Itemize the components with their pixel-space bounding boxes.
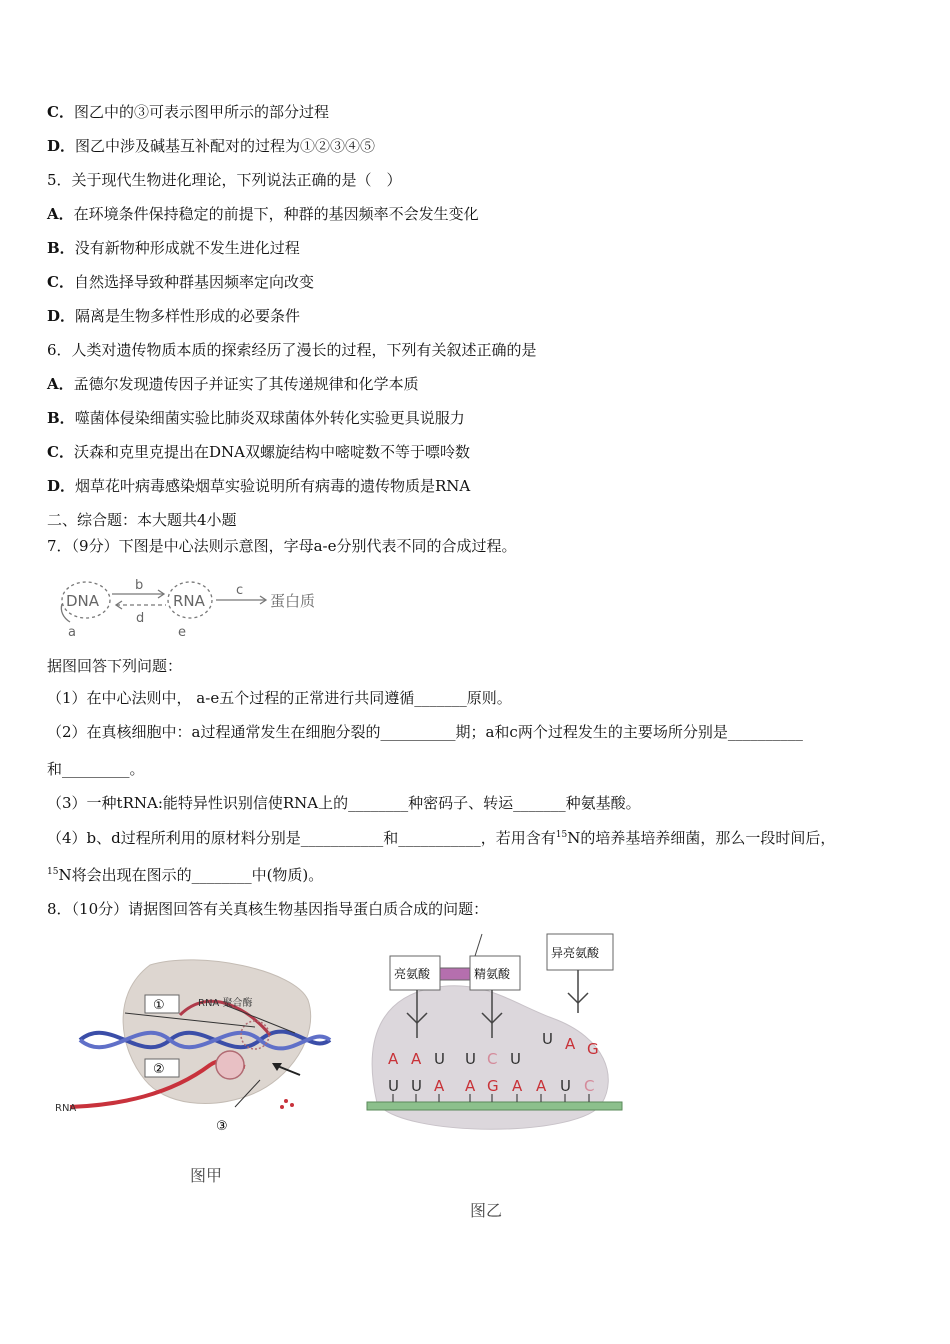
figB-anticodon-4: U <box>465 1050 476 1068</box>
diagram-rna: RNA <box>173 592 205 610</box>
figB-codon-7: A <box>536 1077 547 1095</box>
figA-marker-2: ② <box>153 1062 165 1077</box>
q6-option-c: C．沃森和克里克提出在DNA双螺旋结构中嘧啶数不等于嘌呤数 <box>47 443 470 461</box>
q6-stem: 6．人类对遗传物质本质的探索经历了漫长的过程，下列有关叙述正确的是 <box>47 341 537 359</box>
figA-marker-3: ③ <box>216 1119 228 1134</box>
q5-option-a: A．在环境条件保持稳定的前提下，种群的基因频率不会发生变化 <box>47 205 479 223</box>
diagram-d: d <box>136 611 145 626</box>
q6-option-a: A．孟德尔发现遗传因子并证实了其传递规律和化学本质 <box>47 375 419 393</box>
q7-part4: （4）b、d过程所利用的原材料分别是___________和___________，若用含有$^{15}$N的培养基培养细菌，那么一段时间后， <box>47 829 836 847</box>
diagram-b: b <box>135 578 144 593</box>
q7-part1: （1）在中心法则中， a-e五个过程的正常进行共同遵循_______原则。 <box>47 689 512 707</box>
figB-codon-5: G <box>487 1077 499 1095</box>
figB-anticodon-1: A <box>388 1050 399 1068</box>
figB-codon-8: U <box>560 1077 571 1095</box>
figB-aa3: 异亮氨酸 <box>551 946 600 960</box>
diagram-a: a <box>68 625 76 640</box>
q5-option-d: D．隔离是生物多样性形成的必要条件 <box>47 307 301 325</box>
figure-a-caption: 图甲 <box>190 1166 223 1185</box>
q6-option-b: B．噬菌体侵染细菌实验比肺炎双球菌体外转化实验更具说服力 <box>47 409 465 427</box>
figB-codon-3: A <box>434 1077 445 1095</box>
q5-option-c: C．自然选择导致种群基因频率定向改变 <box>47 273 314 291</box>
q4-option-d: D．图乙中涉及碱基互补配对的过程为①②③④⑤ <box>47 137 376 155</box>
q6-option-d: D．烟草花叶病毒感染烟草实验说明所有病毒的遗传物质是RNA <box>47 477 471 495</box>
figure-translation <box>362 928 632 1143</box>
figB-anticodon-9: G <box>587 1040 599 1058</box>
figB-anticodon-3: U <box>434 1050 445 1068</box>
figB-anticodon-6: U <box>510 1050 521 1068</box>
figB-aa1: 亮氨酸 <box>394 967 431 981</box>
figB-anticodon-7: U <box>542 1030 553 1048</box>
q5-option-b: B．没有新物种形成就不发生进化过程 <box>47 239 300 257</box>
q8-stem: 8．（10分）请据图回答有关真核生物基因指导蛋白质合成的问题： <box>47 900 489 918</box>
section-heading: 二、综合题：本大题共4小题 <box>47 511 237 529</box>
central-dogma-diagram <box>48 564 338 640</box>
figB-anticodon-8: A <box>565 1035 576 1053</box>
figB-codon-2: U <box>411 1077 422 1095</box>
figB-aa2: 精氨酸 <box>474 967 511 981</box>
q7-part3: （3）一种tRNA:能特异性识别信使RNA上的________种密码子、转运_______种氨基酸。 <box>47 794 641 812</box>
figB-anticodon-5: C <box>487 1050 498 1068</box>
figA-rna-label: RNA <box>55 1103 77 1114</box>
figB-codon-6: A <box>512 1077 523 1095</box>
diagram-dna: DNA <box>66 592 100 610</box>
q7-part4-cont: $^{15}$N将会出现在图示的________中(物质)。 <box>47 866 324 884</box>
diagram-e: e <box>178 625 186 640</box>
figB-codon-4: A <box>465 1077 476 1095</box>
figB-codon-1: U <box>388 1077 399 1095</box>
figure-b-caption: 图乙 <box>470 1201 503 1220</box>
q5-stem: 5．关于现代生物进化理论，下列说法正确的是（ ） <box>47 171 402 189</box>
q7-prompt: 据图回答下列问题： <box>47 657 183 675</box>
q7-part2-cont: 和_________。 <box>47 760 145 778</box>
diagram-protein: 蛋白质 <box>270 592 316 610</box>
q7-part2: （2）在真核细胞中：a过程通常发生在细胞分裂的__________期；a和c两个过程发生的主要场所分别是__________ <box>47 723 803 741</box>
diagram-c: c <box>236 583 244 598</box>
figA-enzyme-label: RNA 聚合酶 <box>198 998 253 1009</box>
q7-stem: 7．（9分）下图是中心法则示意图，字母a-e分别代表不同的合成过程。 <box>47 537 517 555</box>
figB-codon-9: C <box>584 1077 595 1095</box>
figB-anticodon-2: A <box>411 1050 422 1068</box>
figA-marker-1: ① <box>153 998 165 1013</box>
figure-transcription <box>50 955 340 1140</box>
q4-option-c: C．图乙中的③可表示图甲所示的部分过程 <box>47 103 329 121</box>
